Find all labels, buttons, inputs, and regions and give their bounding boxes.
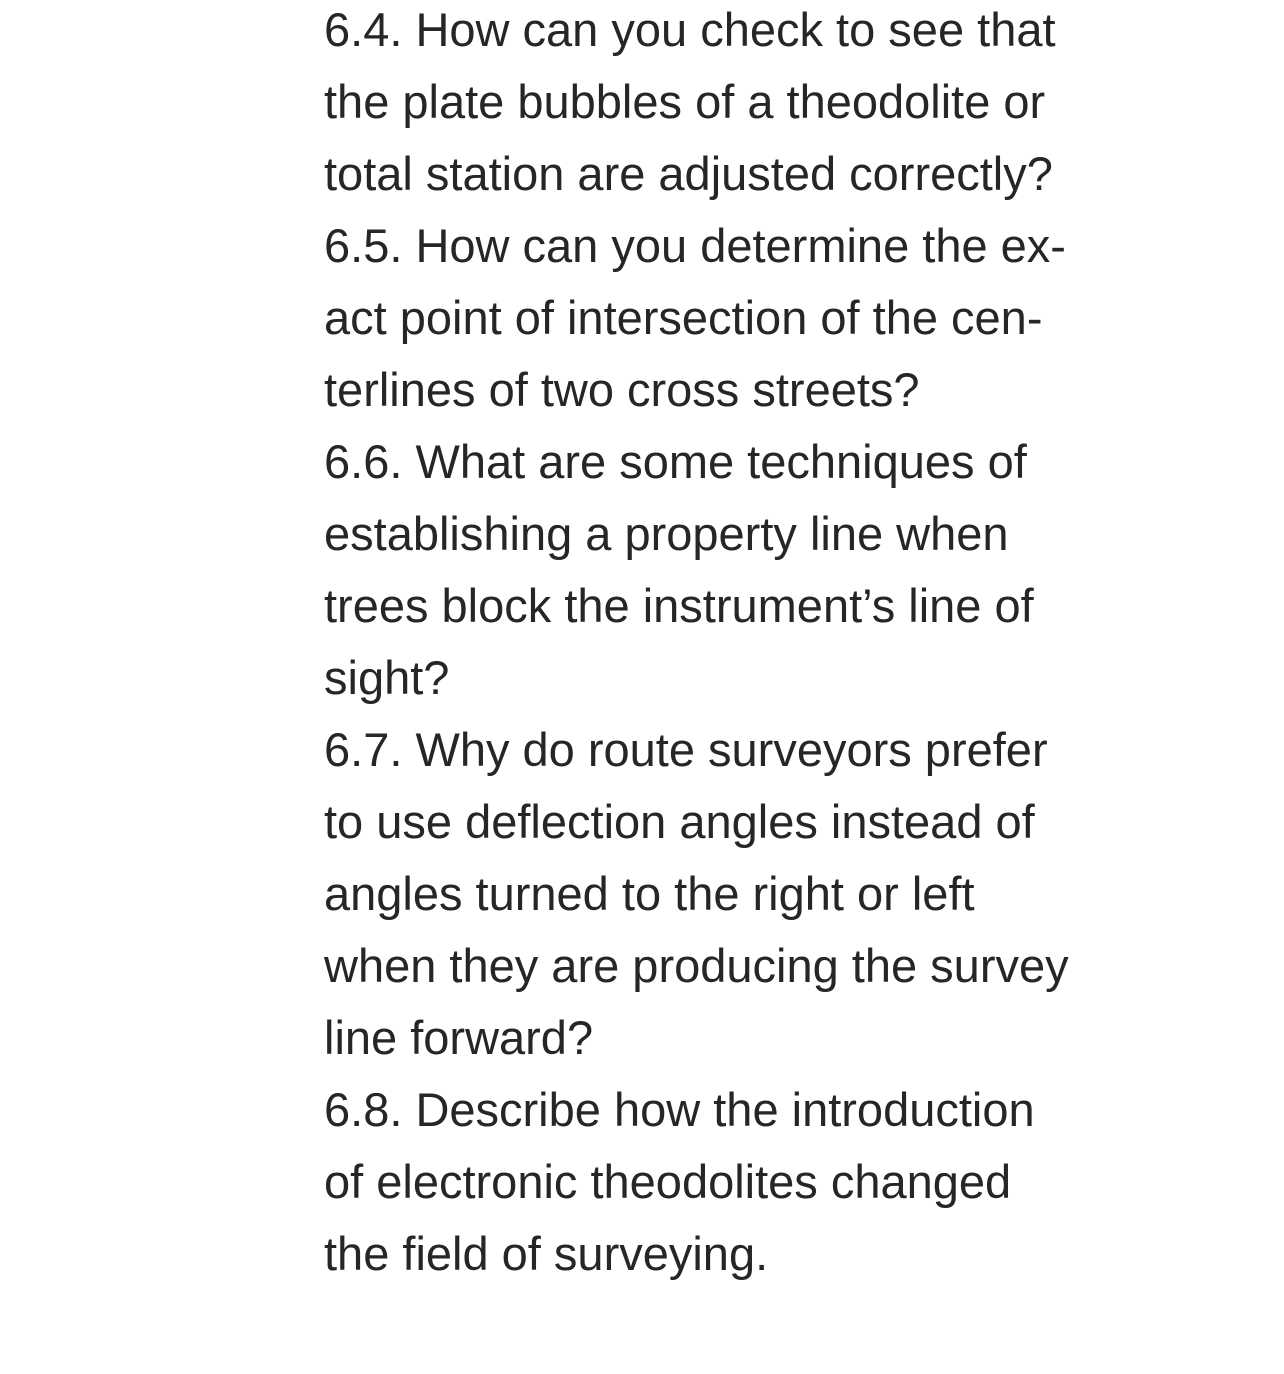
question-line: 6.6. What are some techniques of — [324, 435, 1027, 488]
question-line: 6.4. How can you check to see that — [324, 3, 1056, 56]
question-6-8 — [324, 1074, 1124, 1290]
question-line: total station are adjusted correctly? — [324, 147, 1053, 200]
question-line: establishing a property line when — [324, 507, 1009, 560]
question-6-6 — [324, 426, 1124, 714]
question-line: the field of surveying. — [324, 1227, 769, 1280]
question-line: sight? — [324, 651, 450, 704]
question-line: trees block the instrument’s line of — [324, 579, 1034, 632]
question-line: angles turned to the right or left — [324, 867, 975, 920]
question-line: 6.7. Why do route surveyors prefer — [324, 723, 1048, 776]
question-6-5 — [324, 210, 1124, 426]
question-line: 6.8. Describe how the introduction — [324, 1083, 1035, 1136]
question-list — [324, 0, 1124, 1290]
question-line: of electronic theodolites changed — [324, 1155, 1012, 1208]
question-line: terlines of two cross streets? — [324, 363, 920, 416]
question-line: 6.5. How can you determine the ex- — [324, 219, 1066, 272]
question-line: the plate bubbles of a theodolite or — [324, 75, 1046, 128]
question-line: to use deflection angles instead of — [324, 795, 1035, 848]
question-6-4 — [324, 0, 1124, 210]
question-line: act point of intersection of the cen- — [324, 291, 1043, 344]
question-line: when they are producing the survey — [324, 939, 1069, 992]
question-line: line forward? — [324, 1011, 594, 1064]
question-6-7 — [324, 714, 1124, 1074]
